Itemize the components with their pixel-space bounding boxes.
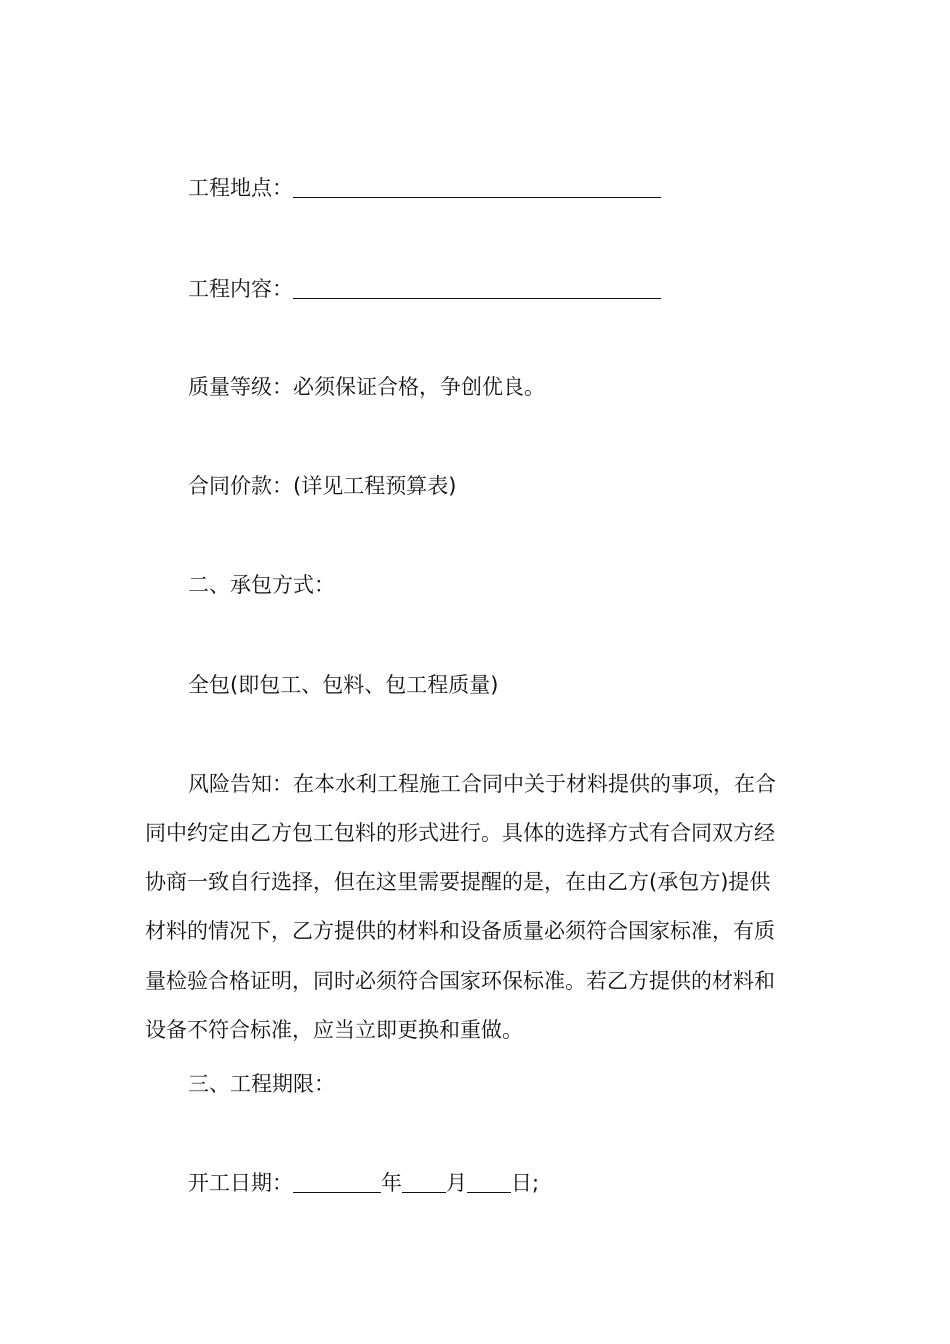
quality-line: 质量等级：必须保证合格，争创优良。 bbox=[188, 375, 545, 399]
month-label: 月 bbox=[446, 1171, 467, 1195]
start-date-label: 开工日期： bbox=[188, 1171, 293, 1195]
location-blank[interactable] bbox=[293, 177, 661, 198]
section2-heading: 二、承包方式： bbox=[188, 573, 335, 597]
contract-method: 全包(即包工、包料、包工程质量) bbox=[188, 673, 499, 697]
risk-line-2: 同中约定由乙方包工包料的形式进行。具体的选择方式有合同双方经 bbox=[145, 821, 775, 845]
year-label: 年 bbox=[381, 1171, 402, 1195]
content-blank[interactable] bbox=[293, 278, 661, 299]
risk-line-1: 风险告知：在本水利工程施工合同中关于材料提供的事项，在合 bbox=[188, 772, 776, 796]
day-blank[interactable] bbox=[467, 1172, 511, 1193]
day-label: 日; bbox=[511, 1171, 540, 1195]
risk-line-4: 材料的情况下，乙方提供的材料和设备质量必须符合国家标准，有质 bbox=[145, 919, 775, 943]
risk-line-5: 量检验合格证明，同时必须符合国家环保标准。若乙方提供的材料和 bbox=[145, 969, 775, 993]
year-blank[interactable] bbox=[293, 1172, 381, 1193]
risk-line-3: 协商一致自行选择，但在这里需要提醒的是，在由乙方(承包方)提供 bbox=[145, 870, 771, 894]
content-field bbox=[188, 276, 853, 302]
location-field bbox=[188, 175, 853, 201]
risk-line-6: 设备不符合标准，应当立即更换和重做。 bbox=[145, 1018, 523, 1042]
location-label: 工程地点： bbox=[188, 176, 293, 200]
price-line: 合同价款：(详见工程预算表) bbox=[188, 474, 457, 498]
content-label: 工程内容： bbox=[188, 277, 293, 301]
section3-heading: 三、工程期限： bbox=[188, 1072, 335, 1096]
start-date-field bbox=[188, 1170, 853, 1196]
month-blank[interactable] bbox=[402, 1172, 446, 1193]
